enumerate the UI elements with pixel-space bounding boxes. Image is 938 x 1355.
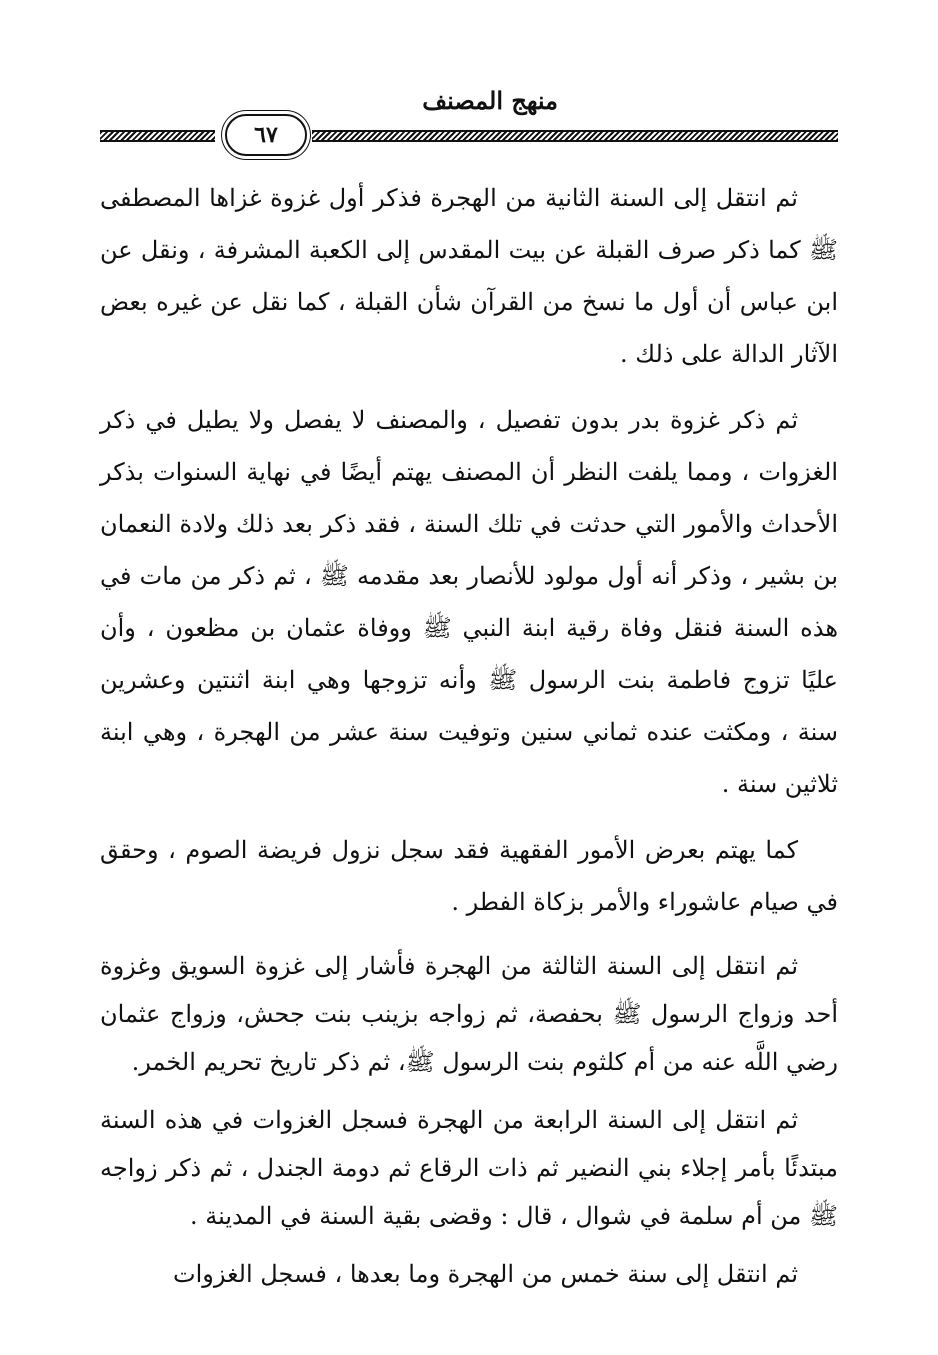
body-text: [100, 172, 838, 1308]
paragraph-year-three: ثم انتقل إلى السنة الثالثة من الهجرة فأشار إلى غزوة السويق وغزوة أحد وزواج الرسول ﷺ بحفصة، ثم زواجه بزينب بنت جحش، وزواج عثمان رضي اللَّه عنه من أم كلثوم بنت الرسول ﷺ، ثم ذكر تاريخ تحريم الخمر.: [100, 952, 838, 1076]
paragraph-fiqh: كما يهتم بعرض الأمور الفقهية فقد سجل نزول فريضة الصوم ، وحقق في صيام عاشوراء والأمر بزكاة الفطر .: [100, 836, 838, 916]
header-rule-right: [312, 130, 838, 142]
paragraph-year-four: ثم انتقل إلى السنة الرابعة من الهجرة فسجل الغزوات في هذه السنة مبتدئًا بأمر إجلاء بني النضير ثم ذات الرقاع ثم دومة الجندل ، ثم ذكر زواجه ﷺ من أم سلمة في شوال ، قال : وقضى بقية السنة في المدينة .: [100, 1106, 838, 1230]
paragraph-badr: ثم ذكر غزوة بدر بدون تفصيل ، والمصنف لا يفصل ولا يطيل في ذكر الغزوات ، ومما يلفت النظر أن المصنف يهتم أيضًا في نهاية السنوات بذكر الأحداث والأمور التي حدثت في تلك السنة ، فقد ذكر بعد ذلك ولادة النعمان بن بشير ، وذكر أنه أول مولود للأنصار بعد مقدمه ﷺ ، ثم ذكر من مات في هذه السنة فنقل وفاة رقية ابنة النبي ﷺ ووفاة عثمان بن مظعون ، وأن عليًا تزوج فاطمة بنت الرسول ﷺ وأنه تزوجها وهي ابنة اثنتين وعشرين سنة ، ومكثت عنده ثماني سنين وتوفيت سنة عشر من الهجرة ، وهي ابنة ثلاثين سنة .: [100, 406, 839, 798]
header-rule-left: [100, 130, 215, 142]
paragraph-year-five: ثم انتقل إلى سنة خمس من الهجرة وما بعدها ، فسجل الغزوات: [173, 1260, 798, 1288]
paragraph-year-two: ثم انتقل إلى السنة الثانية من الهجرة فذكر أول غزوة غزاها المصطفى ﷺ كما ذكر صرف القبلة عن بيت المقدس إلى الكعبة المشرفة ، ونقل عن ابن عباس أن أول ما نسخ من القرآن شأن القبلة ، كما نقل عن غيره بعض الآثار الدالة على ذلك .: [100, 184, 838, 368]
page-header: [100, 86, 838, 156]
running-title: منهج المصنف: [422, 86, 558, 115]
page-number-badge: [225, 114, 307, 156]
page-number: ٦٧: [254, 122, 278, 148]
